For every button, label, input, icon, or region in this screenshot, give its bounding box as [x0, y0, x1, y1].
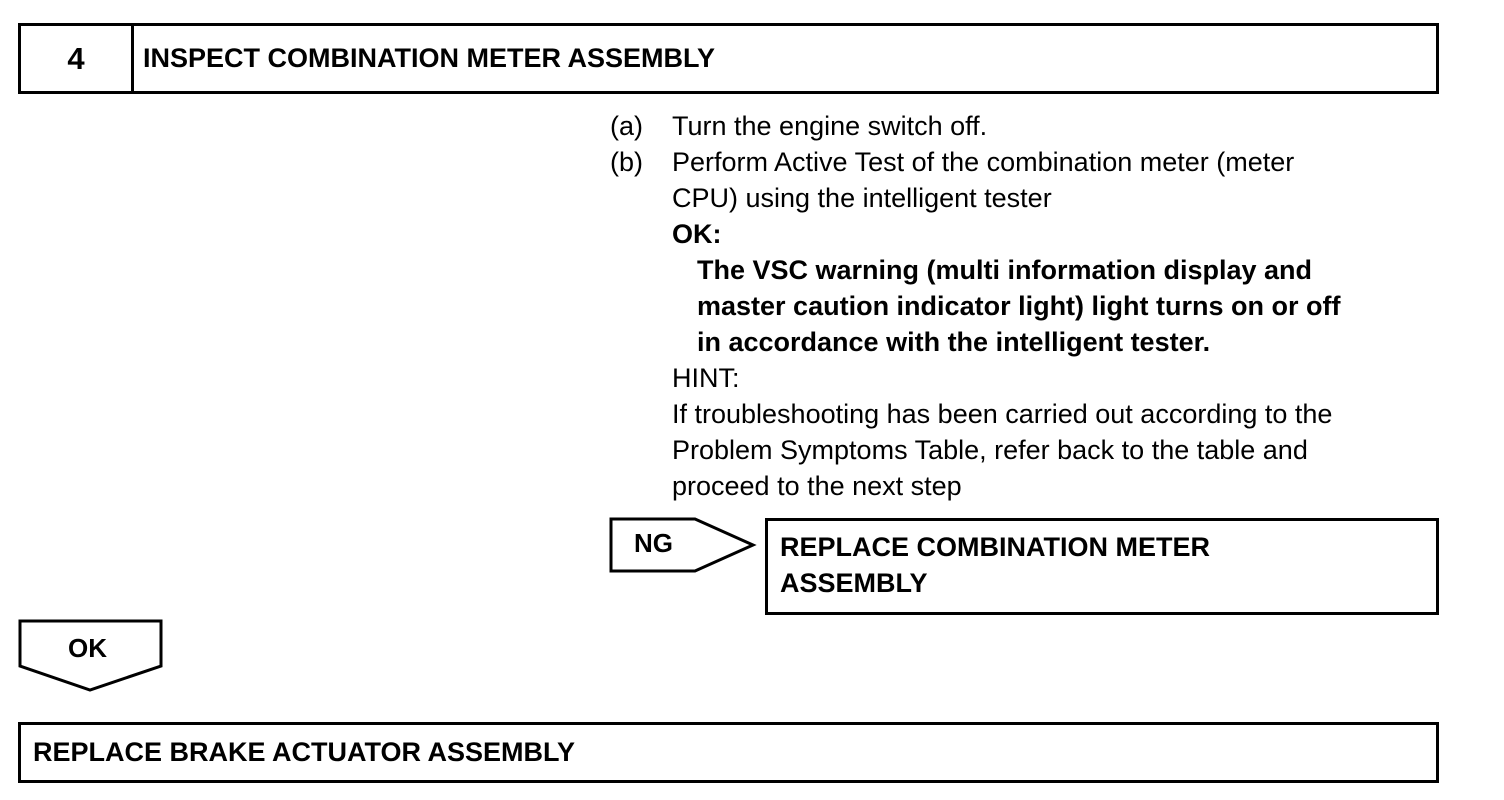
- ng-result-box: [765, 518, 1439, 615]
- final-action-text: REPLACE BRAKE ACTUATOR ASSEMBLY: [33, 737, 576, 767]
- ng-label: NG: [634, 528, 673, 558]
- instruction-a-text: Turn the engine switch off.: [672, 111, 988, 141]
- step-title: INSPECT COMBINATION METER ASSEMBLY: [143, 43, 716, 73]
- ng-arrow-shape: [609, 517, 759, 575]
- instruction-a-marker: (a): [610, 111, 643, 141]
- ok-criteria-line-2: master caution indicator light) light turns on or off: [697, 291, 1341, 321]
- hint-line-3: proceed to the next step: [672, 471, 962, 501]
- ok-criteria-line-3: in accordance with the intelligent tester.: [697, 327, 1211, 357]
- step-number: 4: [21, 26, 134, 91]
- ok-criteria-label: OK:: [672, 219, 722, 249]
- hint-label: HINT:: [672, 363, 740, 393]
- ng-result-text: REPLACE COMBINATION METER ASSEMBLY: [780, 532, 1210, 598]
- hint-line-2: Problem Symptoms Table, refer back to the table and: [672, 435, 1308, 465]
- ok-criteria-line-1: The VSC warning (multi information display and: [697, 255, 1313, 285]
- instruction-b-line-2: CPU) using the intelligent tester: [672, 183, 1052, 213]
- final-action-box: [18, 722, 1439, 783]
- instruction-b-marker: (b): [610, 147, 643, 177]
- instruction-b-line-1: Perform Active Test of the combination meter (meter: [672, 147, 1295, 177]
- step-header: [18, 23, 1439, 94]
- ok-label: OK: [68, 633, 107, 663]
- hint-line-1: If troubleshooting has been carried out according to the: [672, 399, 1333, 429]
